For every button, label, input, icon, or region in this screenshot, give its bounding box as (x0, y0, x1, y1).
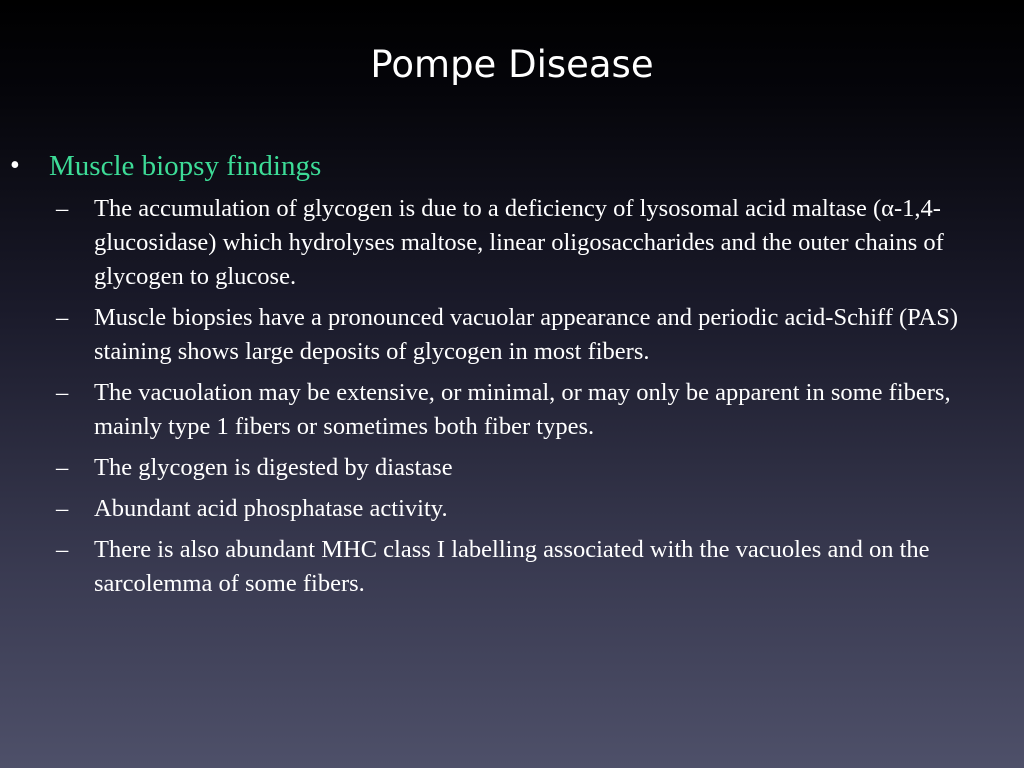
list-item-text: The vacuolation may be extensive, or minimal, or may only be apparent in some fibers, mainly type 1 fibers or sometimes both fiber types. (94, 379, 951, 440)
list-item (0, 492, 1024, 526)
list-item-text: There is also abundant MHC class I labelling associated with the vacuoles and on the sarcolemma of some fibers. (94, 536, 930, 597)
list-item-text: The accumulation of glycogen is due to a deficiency of lysosomal acid maltase (α-1,4-glucosidase) which hydrolyses maltose, linear oligosaccharides and the outer chains of glycogen to glucose. (94, 195, 944, 290)
list-item (0, 301, 1024, 369)
slide-content (0, 148, 1024, 608)
dash-icon: – (56, 195, 69, 222)
dash-icon: – (56, 495, 69, 522)
bullet-heading: Muscle biopsy findings (49, 150, 322, 182)
sub-bullet-list (0, 192, 1024, 601)
dash-icon: – (56, 379, 69, 406)
bullet-dot-icon: • (10, 150, 20, 181)
list-item-text: The glycogen is digested by diastase (94, 454, 453, 481)
list-item (0, 192, 1024, 294)
dash-icon: – (56, 304, 69, 331)
main-bullet (0, 148, 1024, 192)
list-item (0, 451, 1024, 485)
dash-icon: – (56, 536, 69, 563)
slide-title: Pompe Disease (370, 43, 654, 86)
list-item (0, 376, 1024, 444)
list-item-text: Muscle biopsies have a pronounced vacuolar appearance and periodic acid-Schiff (PAS) staining shows large deposits of glycogen in most fibers. (94, 304, 959, 365)
dash-icon: – (56, 454, 69, 481)
list-item-text: Abundant acid phosphatase activity. (94, 495, 448, 522)
list-item (0, 533, 1024, 601)
